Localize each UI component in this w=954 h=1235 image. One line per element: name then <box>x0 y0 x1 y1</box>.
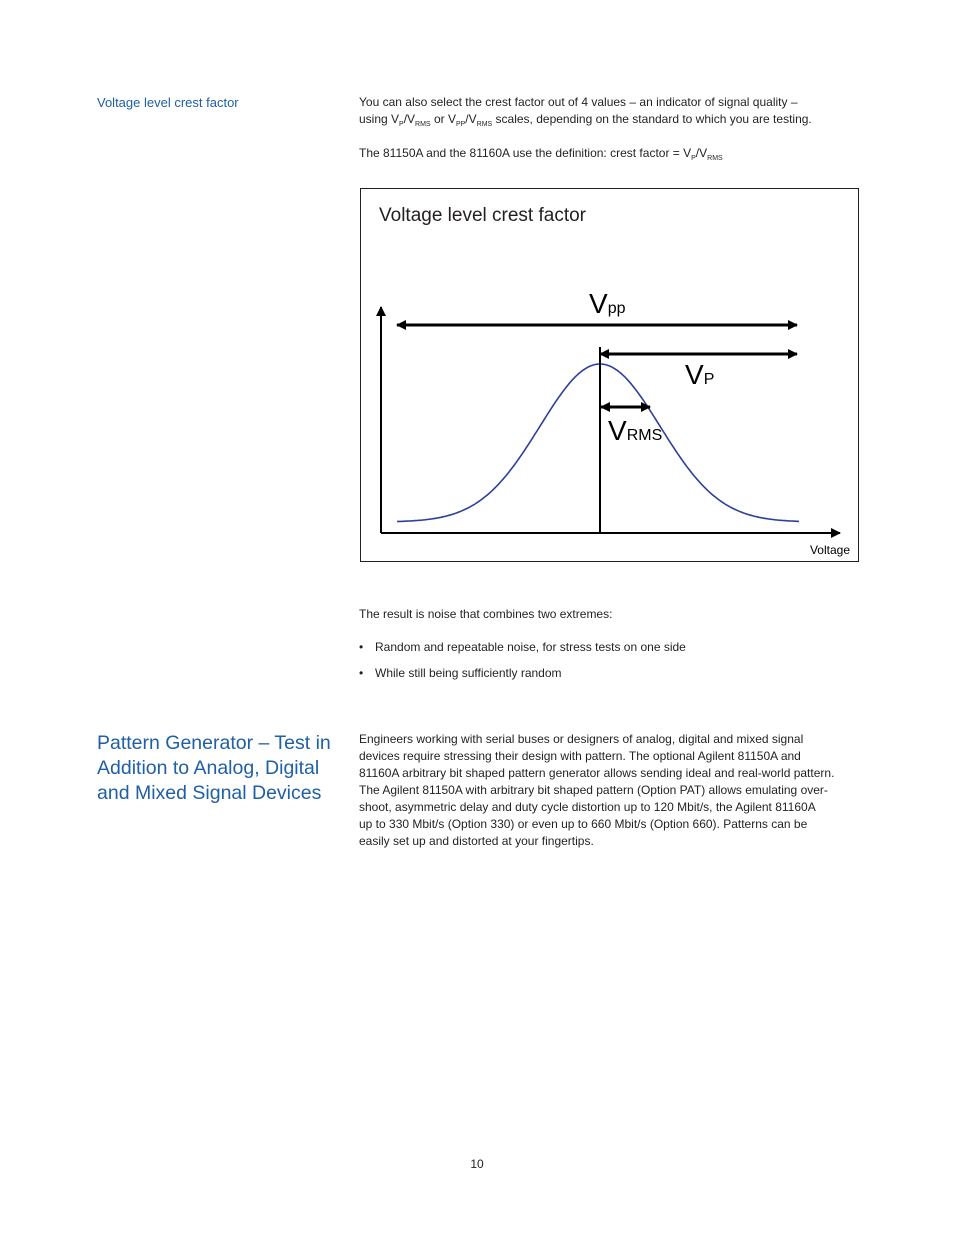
paragraph-line: devices require stressing their design with pattern. The optional Agilent 81150A and <box>359 749 801 763</box>
paragraph-line: 81160A arbitrary bit shaped pattern generator allows sending ideal and real-world pattern. <box>359 766 835 780</box>
crest-factor-paragraph <box>359 94 879 128</box>
list-item: • While still being sufficiently random <box>359 666 562 680</box>
list-item: • Random and repeatable noise, for stress tests on one side <box>359 640 686 654</box>
section-heading-pattern-generator <box>97 731 347 806</box>
heading-line: and Mixed Signal Devices <box>97 782 322 804</box>
heading-line: Addition to Analog, Digital <box>97 757 320 779</box>
paragraph-line: up to 330 Mbit/s (Option 330) or even up to 660 Mbit/s (Option 660). Patterns can be <box>359 817 808 831</box>
bullet-icon: • <box>359 640 364 654</box>
noise-intro: The result is noise that combines two extremes: <box>359 607 613 621</box>
paragraph-line: shoot, asymmetric delay and duty cycle distortion up to 120 Mbit/s, the Agilent 81160A <box>359 800 816 814</box>
x-axis-label: Voltage <box>809 543 850 557</box>
paragraph-line: You can also select the crest factor out of 4 values – an indicator of signal quality – <box>359 95 798 109</box>
paragraph-line: Engineers working with serial buses or designers of analog, digital and mixed signal <box>359 732 804 746</box>
crest-factor-diagram <box>360 188 859 562</box>
vrms-label: VRMS <box>608 415 663 446</box>
pattern-generator-paragraph <box>359 731 879 850</box>
paragraph-line: using $V_P/V_{RMS}$ or $V_{PP}/V_{RMS}$ scales, depending on the standard to which you are testing. <box>359 112 812 128</box>
paragraph-line: The Agilent 81150A with arbitrary bit shaped pattern (Option PAT) allows emulating over- <box>359 783 828 797</box>
bullet-icon: • <box>359 666 364 680</box>
crest-factor-definition: The 81150A and the 81160A use the definition: crest factor = $V_P/V_{RMS}$ <box>359 146 723 162</box>
heading-line: Pattern Generator – Test in <box>97 732 331 754</box>
figure-title: Voltage level crest factor <box>379 205 586 226</box>
paragraph-line: easily set up and distorted at your fingertips. <box>359 834 594 848</box>
section-heading-crest-factor: Voltage level crest factor <box>97 95 239 110</box>
distribution-curve <box>397 364 799 522</box>
vp-label: VP <box>685 359 715 390</box>
page-number: 10 <box>470 1157 484 1171</box>
vpp-label: Vpp <box>589 288 626 319</box>
